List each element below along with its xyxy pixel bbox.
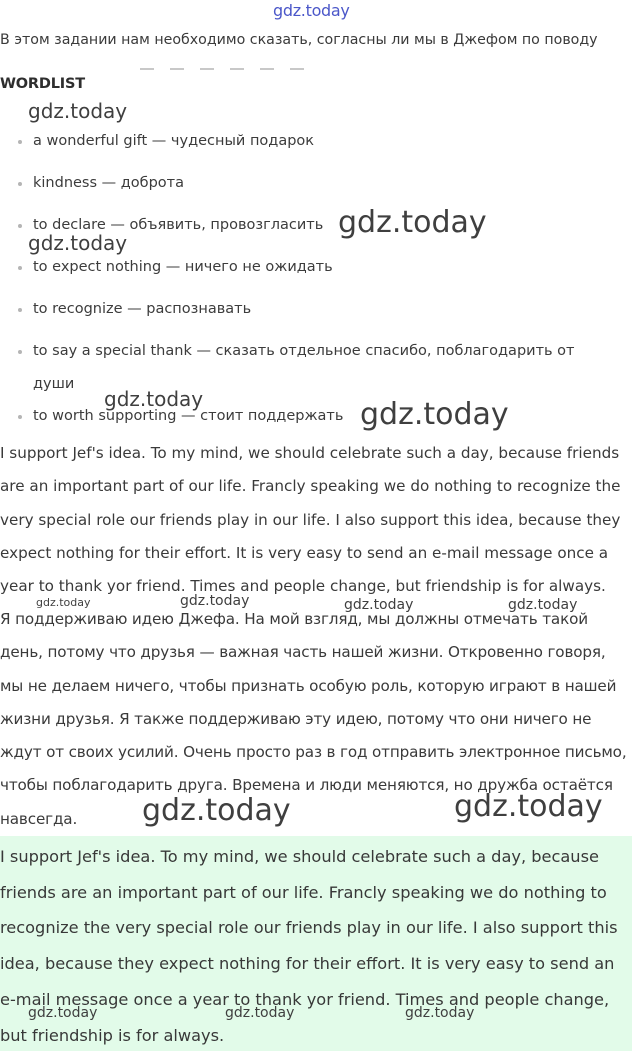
watermark: gdz.today bbox=[225, 1005, 295, 1021]
watermark: gdz.today bbox=[28, 231, 128, 255]
watermark: gdz.today bbox=[36, 596, 91, 609]
watermark: gdz.today bbox=[180, 593, 250, 609]
watermark: gdz.today bbox=[28, 99, 128, 123]
watermark: gdz.today bbox=[344, 597, 414, 613]
wordlist-item: a wonderful gift — чудесный подарок bbox=[0, 125, 632, 158]
wordlist-title: WORDLIST bbox=[0, 76, 85, 92]
wordlist-item: to recognize — распознавать bbox=[0, 293, 632, 326]
watermark: gdz.today bbox=[454, 789, 603, 824]
wordlist-item: to expect nothing — ничего не ожидать bbox=[0, 251, 632, 284]
answer-text: I support Jef's idea. To my mind, we should celebrate such a day, because friends are an important part of our life. Francly speaking we do nothing to recognize the very special role our friends play in our life. I also support this idea, because they expect nothing for their effort. It is very easy to send an e-mail message once a year to thank yor friend. Times and people change, but friendship is for always. bbox=[0, 847, 618, 1045]
wordlist-item: kindness — доброта bbox=[0, 167, 632, 200]
watermark: gdz.today bbox=[338, 205, 487, 240]
wordlist-item: to worth supporting — стоит поддержать bbox=[0, 400, 632, 433]
watermark-top: gdz.today bbox=[273, 1, 350, 20]
wordlist bbox=[0, 125, 632, 442]
clipped-line-remnant bbox=[140, 68, 320, 70]
watermark: gdz.today bbox=[360, 397, 509, 432]
essay-english: I support Jef's idea. To my mind, we should celebrate such a day, because friends are an important part of our life. Francly speaking we do nothing to recognize the very special role our friends play in our life. I also support this idea, because they expect nothing for their effort. It is very easy to send an e-mail message once a year to thank yor friend. Times and people change, but friendship is for always. bbox=[0, 444, 621, 596]
watermark: gdz.today bbox=[104, 387, 204, 411]
intro-text: В этом задании нам необходимо сказать, согласны ли мы в Джефом по поводу bbox=[0, 32, 598, 48]
wordlist-item: to declare — объявить, провозгласить bbox=[0, 209, 632, 242]
watermark: gdz.today bbox=[142, 793, 291, 828]
watermark: gdz.today bbox=[508, 597, 578, 613]
wordlist-item: to say a special thank — сказать отдельное спасибо, поблагодарить от души bbox=[0, 335, 593, 401]
watermark: gdz.today bbox=[405, 1005, 475, 1021]
essay-russian-translation: Я поддерживаю идею Джефа. На мой взгляд, мы должны отмечать такой день, потому что друзья — важная часть нашей жизни. Откровенно говоря, мы не делаем ничего, чтобы признать особую роль, которую играют в нашей жизни друзья. Я также поддерживаю эту идею, потому что они ничего не ждут от своих усилий. Очень просто раз в год отправить электронное письмо, чтобы поблагодарить друга. Времена и люди меняются, но дружба остаётся навсегда. bbox=[0, 610, 627, 828]
watermark: gdz.today bbox=[28, 1005, 98, 1021]
